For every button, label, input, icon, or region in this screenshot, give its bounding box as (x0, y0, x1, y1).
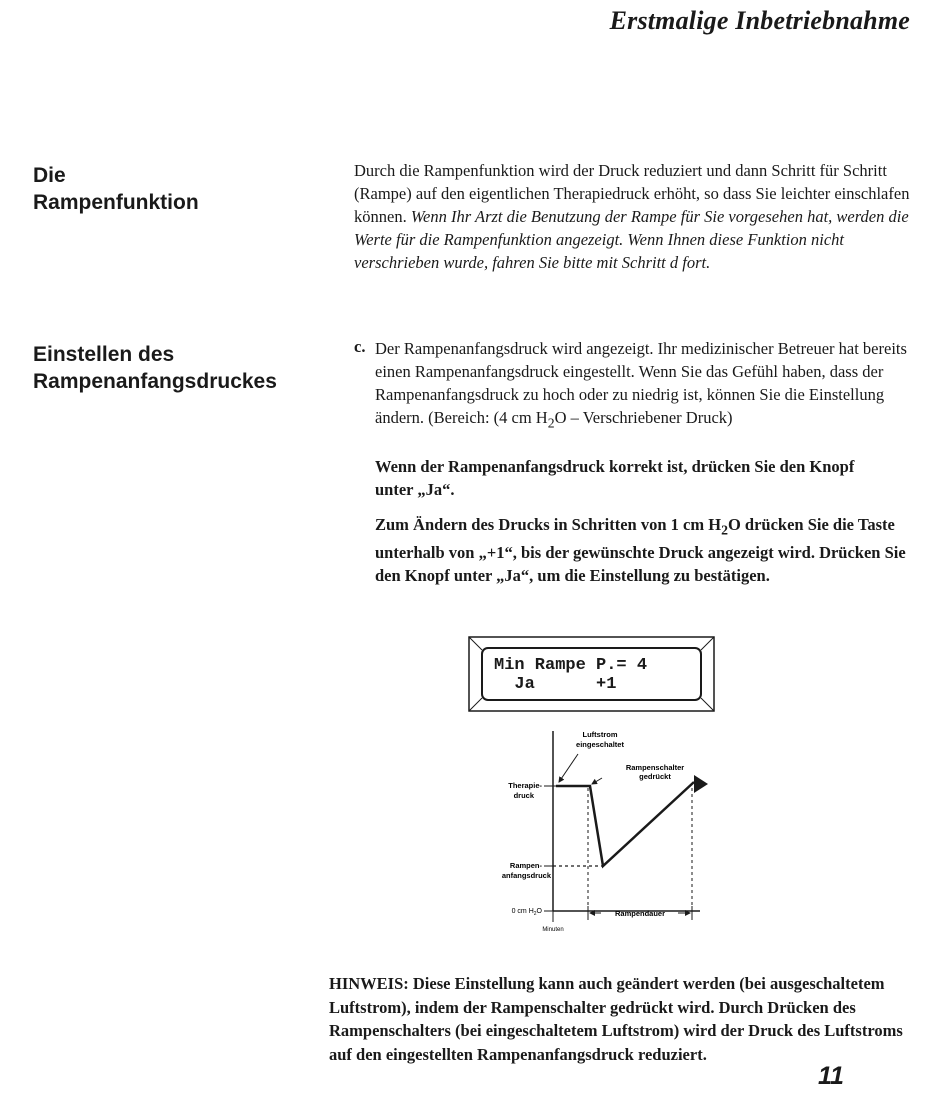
lcd-display-text (494, 656, 647, 694)
section-heading-rampenanfangsdruck (33, 341, 277, 395)
instruction-change (375, 513, 910, 587)
body-text: Zum Ändern des Drucks in Schritten von 1 cm H (375, 515, 722, 534)
curve-arrowhead (694, 775, 708, 793)
page-number: 11 (818, 1062, 844, 1090)
instruction-confirm: Wenn der Rampenanfangsdruck korrekt ist, drücken Sie den Knopf unter „Ja“. (375, 457, 855, 499)
subscript: 2 (721, 522, 728, 538)
heading-line: Die (33, 164, 66, 187)
rampenfunktion-paragraph (354, 159, 914, 274)
body-text: O drücken Sie die Taste unterhalb von „+1“, bis der gewünschte Druck angezeigt wird. Drücken Sie den Knopf unter „Ja“, um die Einstellung zu bestätigen. (375, 515, 906, 586)
page-header-title: Erstmalige Inbetriebnahme (609, 6, 910, 35)
pressure-curve (556, 782, 694, 866)
heading-line: Einstellen des (33, 343, 175, 366)
label-therapiedruck: druck (513, 791, 534, 800)
label-rampendauer: Rampendauer (614, 909, 666, 918)
label-therapiedruck: Therapie- (508, 781, 542, 790)
label-rampenschalter: Rampenschalter (625, 763, 685, 772)
label-zero-pressure: 0 cm $H_2O$ (511, 908, 542, 917)
callout-line (592, 778, 602, 784)
step-c-paragraph (375, 337, 910, 434)
step-letter: c. (354, 337, 366, 356)
label-rampenanfangsdruck: Rampen- (509, 861, 542, 870)
label-rampenanfangsdruck: anfangsdruck (501, 871, 551, 880)
section-heading-rampenfunktion (33, 162, 199, 216)
label-luftstrom: eingeschaltet (576, 740, 624, 749)
heading-line: Rampenanfangsdruckes (33, 370, 277, 393)
label-rampenschalter: gedrückt (639, 772, 671, 781)
heading-line: Rampenfunktion (33, 191, 199, 214)
lcd-line-2: Ja +1 (494, 675, 617, 694)
body-text: Durch die Rampenfunktion wird der Druck reduziert und dann Schritt für Schritt (Rampe) auf den eigentlichen Therapiedruck erhöht, so dass Sie leichter einschlafen können. (354, 161, 910, 226)
subscript: 2 (547, 415, 555, 431)
hinweis-note: HINWEIS: Diese Einstellung kann auch geändert werden (bei ausgeschaltetem Luftstrom), indem der Rampenschalter gedrückt wird. Durch Drücken des Rampenschalters (bei eingeschaltetem Luftstrom) wird der Druck des Luftstroms auf den eingestellten Rampenanfangsdruck reduziert. (329, 974, 903, 1064)
lcd-line-1: Min Rampe P.= 4 (494, 656, 648, 675)
label-luftstrom: Luftstrom (582, 730, 618, 739)
body-text-italic: Wenn Ihr Arzt die Benutzung der Rampe für Sie vorgesehen hat, werden die Werte für die Rampenfunktion angezeigt. Wenn Ihnen diese Funktion nicht verschrieben wurde, fahren Sie bitte mit Schritt d fort. (354, 207, 909, 272)
callout-line (559, 754, 578, 782)
body-text: O – Verschriebener Druck) (554, 408, 733, 427)
label-minuten: Minuten (542, 927, 564, 933)
ramp-pressure-diagram (470, 726, 740, 941)
body-text: Der Rampenanfangsdruck wird angezeigt. Ihr medizinischer Betreuer hat bereits einen Rampenanfangsdruck eingestellt. Wenn Sie das Gefühl haben, dass der Rampenanfangsdruck zu hoch oder zu niedrig ist, können Sie die Einstellung ändern. (Bereich: (4 cm H (375, 339, 907, 427)
